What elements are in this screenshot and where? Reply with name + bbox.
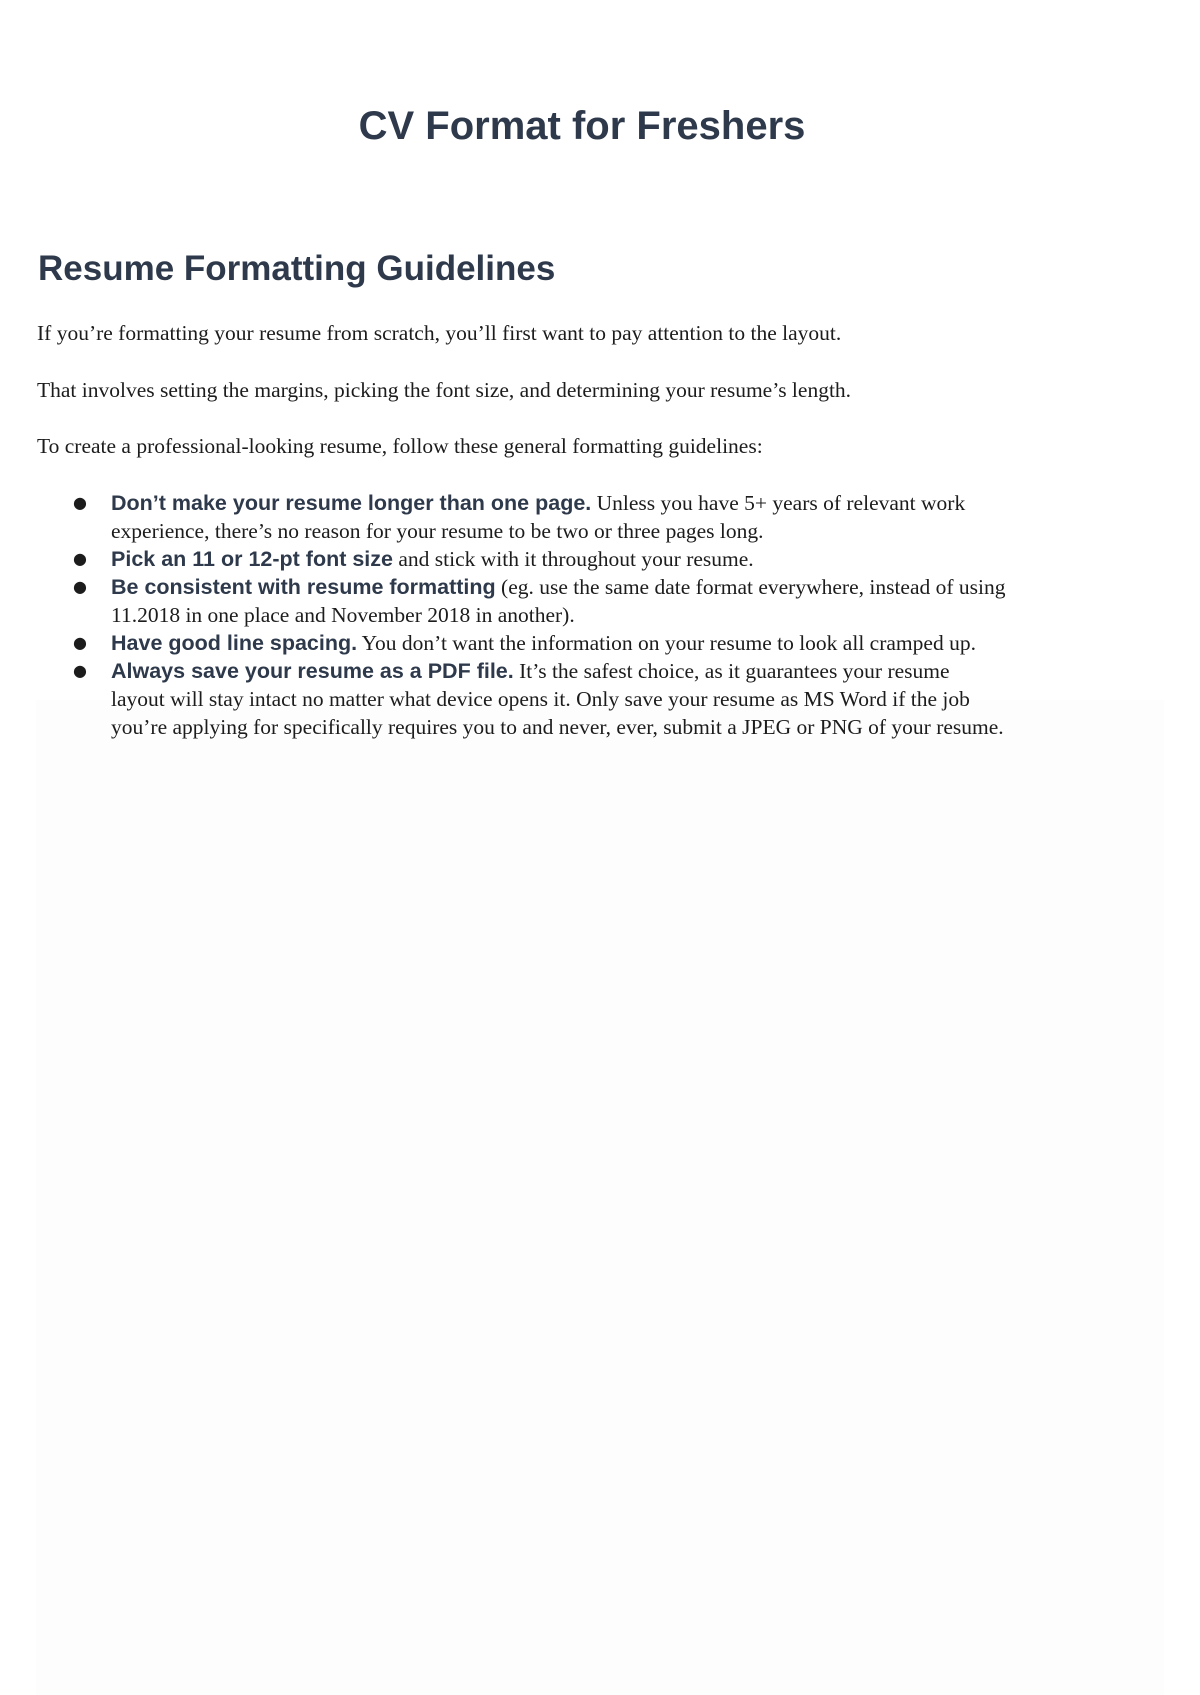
guidelines-list — [0, 489, 1140, 741]
guideline-lead: Always save your resume as a PDF file. — [111, 659, 514, 683]
intro-paragraph-layout: If you’re formatting your resume from scratch, you’ll first want to pay attention to the layout. — [37, 321, 842, 345]
intro-paragraph-guidelines: To create a professional-looking resume, follow these general formatting guidelines: — [37, 434, 763, 458]
guideline-text: It’s the safest choice, as it guarantees your resume — [513, 659, 950, 683]
bullet-icon: ● — [73, 661, 87, 680]
guideline-item-consistency — [0, 573, 1140, 629]
page-background — [36, 700, 1164, 1695]
guideline-line — [111, 489, 1140, 517]
guideline-line — [111, 657, 1140, 685]
guideline-lead: Don’t make your resume longer than one page. — [111, 491, 592, 515]
section-heading: Resume Formatting Guidelines — [38, 249, 556, 288]
guideline-lead: Pick an 11 or 12-pt font size — [111, 547, 393, 571]
document-title: CV Format for Freshers — [358, 104, 806, 148]
guideline-text: and stick with it throughout your resume. — [392, 547, 754, 571]
guideline-item-page-length — [0, 489, 1140, 545]
bullet-icon: ● — [73, 549, 87, 568]
guideline-item-pdf — [0, 657, 1140, 741]
bullet-icon: ● — [73, 633, 87, 652]
guideline-line — [111, 545, 1140, 573]
guideline-item-font-size — [0, 545, 1140, 573]
intro-paragraph-margins: That involves setting the margins, picking the font size, and determining your resume’s length. — [37, 378, 852, 402]
guideline-line: you’re applying for specifically requires you to and never, ever, submit a JPEG or PNG of your resume. — [111, 715, 1004, 739]
bullet-icon: ● — [73, 493, 87, 512]
guideline-text: You don’t want the information on your resume to look all cramped up. — [357, 631, 976, 655]
guideline-lead: Be consistent with resume formatting — [111, 575, 496, 599]
guideline-text: Unless you have 5+ years of relevant work — [591, 491, 966, 515]
guideline-line: layout will stay intact no matter what device opens it. Only save your resume as MS Word if the job — [111, 687, 970, 711]
guideline-line: 11.2018 in one place and November 2018 in another). — [111, 603, 575, 627]
bullet-icon: ● — [73, 577, 87, 596]
guideline-item-line-spacing — [0, 629, 1140, 657]
guideline-line — [111, 573, 1140, 601]
guideline-text: (eg. use the same date format everywhere, instead of using — [495, 575, 1006, 599]
guideline-line: experience, there’s no reason for your resume to be two or three pages long. — [111, 519, 764, 543]
guideline-lead: Have good line spacing. — [111, 631, 358, 655]
guideline-line — [111, 629, 1140, 657]
